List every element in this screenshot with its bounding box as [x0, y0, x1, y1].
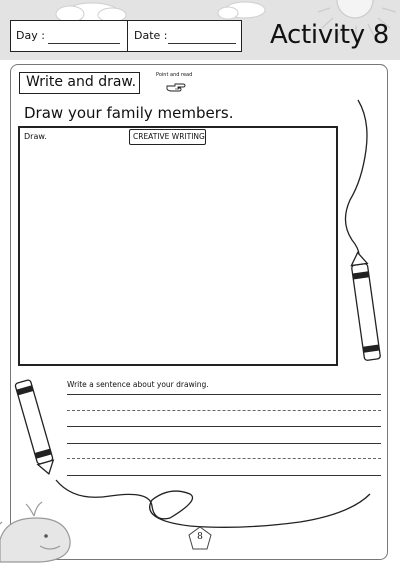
date-label: Date :	[134, 29, 168, 42]
point-and-read-label: Point and read	[156, 72, 193, 78]
instruction-text: Draw your family members.	[24, 104, 234, 122]
creative-writing-tag-text: CREATIVE WRITING	[133, 132, 205, 141]
crayon-scribble	[56, 480, 370, 527]
whale-icon	[0, 502, 70, 562]
activity-title: Activity 8	[270, 20, 390, 50]
crayon-scribble	[345, 100, 367, 262]
crayon-icon	[15, 379, 57, 476]
draw-label: Draw.	[24, 132, 47, 141]
page-number: 8	[197, 532, 203, 542]
sentence-prompt: Write a sentence about your drawing.	[67, 380, 209, 389]
day-label: Day :	[16, 29, 45, 42]
section-heading: Write and draw.	[26, 74, 137, 90]
crayon-icon	[350, 251, 381, 360]
